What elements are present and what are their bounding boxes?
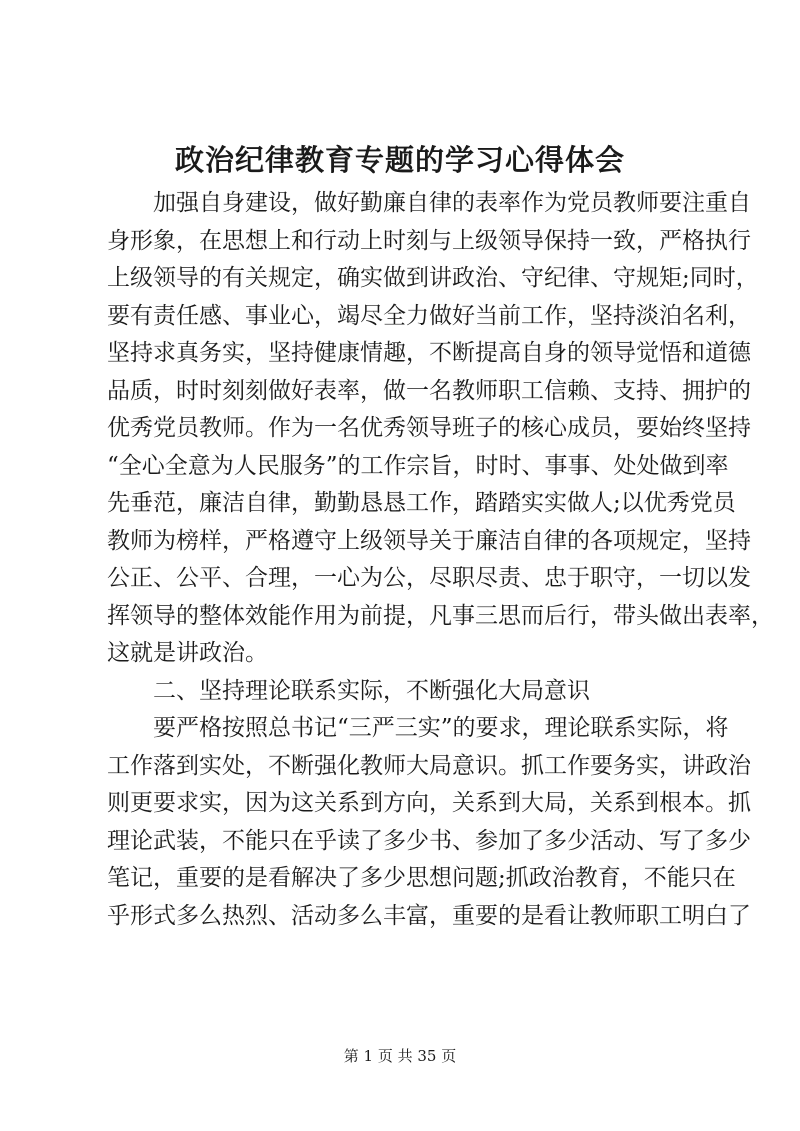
text-line: 上级领导的有关规定，确实做到讲政治、守纪律、守规矩;同时，	[107, 265, 759, 291]
text-line: 则更要求实，因为这关系到方向，关系到大局，关系到根本。抓	[107, 790, 751, 816]
text-line: 要有责任感、事业心，竭尽全力做好当前工作，坚持淡泊名利，	[107, 302, 751, 329]
document-title: 政治纪律教育专题的学习心得体会	[174, 143, 625, 177]
text-line: 要严格按照总书记“三严三实”的要求，理论联系实际，将	[153, 715, 729, 741]
text-line: “全心全意为人民服务”的工作宗旨，时时、事事、处处做到率	[107, 452, 729, 479]
document-body	[107, 185, 774, 935]
page-number-footer: 第 1 页 共 35 页	[343, 1047, 457, 1065]
text-line: 加强自身建设，做好勤廉自律的表率作为党员教师要注重自	[153, 190, 751, 216]
text-line: 理论武装，不能只在乎读了多少书、参加了多少活动、写了多少	[107, 827, 751, 854]
text-line: 优秀党员教师。作为一名优秀领导班子的核心成员，要始终坚持	[107, 415, 751, 441]
text-line: 品质，时时刻刻做好表率，做一名教师职工信赖、支持、拥护的	[107, 377, 751, 404]
text-line: 笔记，重要的是看解决了多少思想问题;抓政治教育，不能只在	[107, 865, 736, 891]
text-line: 教师为榜样，严格遵守上级领导关于廉洁自律的各项规定，坚持	[107, 527, 751, 554]
text-line: 坚持求真务实，坚持健康情趣，不断提高自身的领导觉悟和道德	[107, 340, 751, 366]
text-line: 先垂范，廉洁自律，勤勤恳恳工作，踏踏实实做人;以优秀党员	[107, 490, 736, 516]
text-line: 乎形式多么热烈、活动多么丰富，重要的是看让教师职工明白了	[107, 902, 751, 929]
text-line: 这就是讲政治。	[107, 640, 268, 666]
text-line: 公正、公平、合理，一心为公，尽职尽责、忠于职守，一切以发	[107, 565, 751, 591]
text-line: 身形象，在思想上和行动上时刻与上级领导保持一致，严格执行	[107, 227, 751, 254]
section-heading: 二、坚持理论联系实际，不断强化大局意识	[153, 677, 590, 704]
text-line: 挥领导的整体效能作用为前提，凡事三思而后行，带头做出表率，	[107, 602, 774, 629]
text-line: 工作落到实处，不断强化教师大局意识。抓工作要务实，讲政治	[107, 752, 751, 779]
